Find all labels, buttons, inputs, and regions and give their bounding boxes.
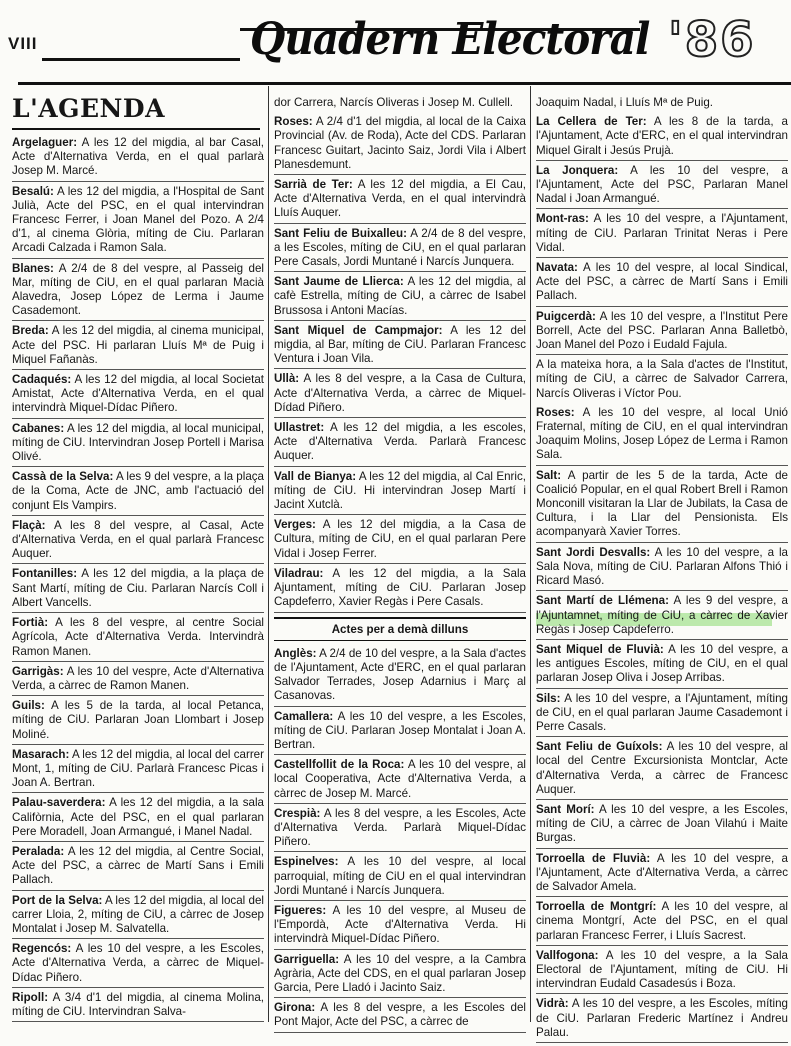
- entry-place: Sant Feliu de Buixalleu:: [274, 226, 407, 240]
- entry-place: Torroella de Montgrí:: [536, 900, 657, 914]
- agenda-entry: [274, 1001, 526, 1032]
- agenda-entry: [536, 469, 788, 543]
- entry-text: A les 10 del vespre, a les antigues Escoles, míting de CiU, en el qual parlaran Josep Oliva i Josep Arribas.: [536, 642, 788, 685]
- entry-place: Castellfollit de la Roca:: [274, 758, 405, 772]
- column-divider: [530, 86, 531, 1022]
- agenda-entry: [536, 852, 788, 898]
- agenda-entry: [536, 164, 788, 210]
- entry-text: A les 12 del migdia, a la sala Califòrnia, Acte del PSC, en el qual parlaran Pere Moradell, Joan Armangué, i Manel Nadal.: [12, 796, 264, 838]
- agenda-entry: [274, 275, 526, 321]
- entry-text: A les 10 del vespre, a l'Ajuntament, Acte del PSC, Parlaran Manel Nadal i Joan Armangué.: [536, 163, 789, 206]
- masthead-rule: [18, 82, 791, 85]
- agenda-entry: [12, 262, 264, 322]
- agenda-column-1: [12, 136, 264, 1025]
- agenda-entry: [12, 616, 264, 662]
- masthead-year: '86: [668, 12, 756, 68]
- entry-text: A les 10 del vespre, a la Sala Electoral de l'Ajuntament, míting de CiU. Hi intervindran Eudald Casadesús i Boza.: [536, 948, 788, 991]
- agenda-entry: [12, 894, 264, 940]
- entry-text: A les 10 del vespre, al local Sindical, Acte del PSC, a càrrec de Martí Sans i Emili Pallach.: [536, 261, 788, 303]
- agenda-column-3: [536, 96, 788, 1046]
- entry-text: A les 12 del migdia, al cinema municipal, Acte del PSC. Hi parlaran Lluís Mª de Puig i Miquel Fañanàs.: [12, 324, 264, 366]
- entry-text: A les 8 del vespre, a les Escoles del Pont Major, Acte del PSC, a càrrec de: [274, 1001, 526, 1029]
- entry-place: Crespià:: [274, 806, 321, 820]
- entry-place: Sant Martí de Llémena:: [536, 594, 669, 608]
- entry-text: A les 10 del vespre, Acte d'Alternativa Verda, a càrrec de Ramon Manen.: [12, 664, 264, 692]
- entry-place: Sant Miquel de Campmajor:: [274, 323, 443, 337]
- entry-text: A 3/4 d'1 del migdia, al cinema Molina, míting de CiU. Intervindran Salva-: [12, 990, 264, 1018]
- entry-place: Navata:: [536, 261, 578, 275]
- entry-text: Joaquim Nadal, i Lluís Mª de Puig.: [536, 96, 713, 109]
- entry-place: La Jonquera:: [536, 163, 619, 177]
- entry-text: A les 10 del vespre, a la Sala Nova, míting de CiU. Parlaran Alfons Thió i Ricard Masó.: [536, 545, 789, 588]
- entry-text: A les 10 del vespre, al local parroquial, míting de CiU en el qual intervindran Jordi Muntané i Narcís Junquera.: [274, 855, 526, 897]
- entry-text: A les 12 del migdia, a la plaça de Sant Martí, míting de Ciu. Parlaran Narcís Coll i Albert Vancells.: [12, 567, 264, 609]
- agenda-entry: [12, 991, 264, 1022]
- entry-text: A les 12 del migdia, a la Sala Ajuntament, míting de CiU. Parlaran Josep Capdeferro, Xavier Regàs i Pere Casals.: [274, 566, 526, 609]
- agenda-entry: [274, 372, 526, 418]
- agenda-entry: [536, 740, 788, 800]
- entry-place: Argelaguer:: [12, 136, 78, 149]
- entry-text: A les 12 del migdia, a la Casa de Cultura, míting de CiU, en el qual parlaran Pere Vidal i Josep Ferrer.: [274, 518, 526, 560]
- entry-place: Vallfogona:: [536, 948, 599, 962]
- agenda-entry: [12, 324, 264, 370]
- agenda-title-rule: [12, 128, 260, 130]
- entry-place: Blanes:: [12, 261, 54, 275]
- entry-text: A les 10 del vespre, a les Escoles, Acte d'Alternativa Verda, a càrrec de Miquel-Dídac Piñero.: [12, 942, 264, 984]
- entry-place: Fontanilles:: [12, 567, 78, 581]
- entry-text: A les 12 del migdia, a l'Hospital de Sant Julià, Acte del PSC, en el qual intervindran Francesc Ferrer, i Joan Manel del Pozo. A 2/4 d'1, al cinema Glòria, míting de Ciu. Parlaran Arcadi Calzada i Ramon Sala.: [12, 184, 264, 255]
- entry-text: A 2/4 de 10 del vespre, a la Sala d'actes de l'Ajuntament, Acte d'ERC, en el qual parlaran Salvador Terrades, Josep Adarnius i Març al Casanovas.: [274, 646, 526, 703]
- entry-place: Regencós:: [12, 942, 72, 956]
- entry-place: Cadaqués:: [12, 373, 72, 387]
- agenda-entry: [274, 904, 526, 950]
- agenda-entry: [274, 567, 526, 613]
- agenda-entry: [12, 748, 264, 794]
- agenda-entry: [274, 758, 526, 804]
- agenda-entry: [12, 845, 264, 891]
- agenda-entry: [274, 324, 526, 370]
- agenda-entry: [274, 178, 526, 224]
- entry-place: Viladrau:: [274, 566, 324, 580]
- entry-text: A les 10 del vespre, a les Escoles, míting de CiU, a càrrec de Joan Vilahú i Maite Burgas.: [536, 802, 788, 845]
- agenda-entry: [536, 212, 788, 258]
- entry-text: A partir de les 5 de la tarda, Acte de Coalició Popular, en el qual Robert Brell i Ramon Monconill visitaran la Llar de Jubilats, la Casa de Cultura, i la Llar del Pensionista. Els acompanyarà Xavier Torres.: [536, 468, 788, 539]
- entry-text: A les 10 del vespre, a l'Institut Pere Borrell, Acte del PSC. Parlaran Anna Balletbò, Joan Manel del Pozo i Eudald Fajula.: [536, 309, 788, 352]
- agenda-entry: [274, 470, 526, 516]
- entry-text: A les 12 del migdia, al local del carrer Lloia, 2, míting de CiU, a càrrec de Josep Montalat i Josep M. Salvatella.: [12, 893, 264, 935]
- agenda-entry: [12, 373, 264, 419]
- entry-place: Breda:: [12, 324, 49, 338]
- entry-text: A les 10 del vespre, a la Cambra Agrària, Acte del CDS, en el qual parlaran Josep Garcia, Pere Lladó i Jacinto Saiz.: [274, 952, 526, 994]
- entry-text: A les 8 del vespre, al Casal, Acte d'Alternativa Verda, en el qual parlarà Francesc Auquer.: [12, 518, 264, 561]
- entry-text: A les 9 del vespre, a la plaça de la Coma, Acte de JNC, amb l'actuació del conjunt Els Vampirs.: [12, 470, 265, 512]
- entry-text: A les 10 del vespre, a l'Ajuntament, Acte d'Alternativa Verda, a càrrec de Salvador Amela.: [536, 851, 788, 893]
- agenda-entry: [274, 227, 526, 273]
- agenda-entry: [536, 594, 788, 640]
- entry-text: A les 12 del migdia, al local municipal, míting de CiU. Intervindran Josep Portell i Marisa Olivé.: [12, 421, 264, 464]
- entry-text: A les 10 del vespre, a les Escoles, míting de CiU. Parlaran Frederic Martínez i Andreu Palau.: [536, 997, 788, 1039]
- agenda-entry: [12, 699, 264, 745]
- entry-place: Sant Morí:: [536, 802, 595, 816]
- entry-place: Sant Miquel de Fluvià:: [536, 642, 664, 656]
- entry-place: Vall de Bianya:: [274, 469, 357, 483]
- entry-place: Sant Feliu de Guíxols:: [536, 740, 663, 754]
- entry-place: La Cellera de Ter:: [536, 115, 647, 129]
- entry-place: Camallera:: [274, 709, 334, 723]
- entry-text: A les 12 del migdia, al bar Casal, Acte d'Alternativa Verda, en el qual parlarà Josep M. Marcé.: [12, 136, 264, 178]
- entry-place: Anglès:: [274, 646, 317, 660]
- entry-place: Salt:: [536, 468, 562, 482]
- entry-text: A les 10 del vespre, a l'Ajuntament, míting de CiU, en el qual parlaran Jaume Casademont i Perre Casals.: [536, 691, 788, 733]
- agenda-entry: [274, 421, 526, 467]
- entry-text: A les 10 del vespre, al cinema Montgrí, Acte del PSC, en el qual parlaran Francesc Ferrer, i Lluís Sacrest.: [536, 900, 789, 942]
- entry-text: A les 8 del vespre, al centre Social Agrícola, Acte d'Alternativa Verda. Intervindrà Ramon Manen.: [12, 616, 264, 658]
- agenda-entry: [274, 518, 526, 564]
- entry-place: Sils:: [536, 691, 561, 705]
- entry-place: Puigcerdà:: [536, 309, 596, 323]
- entry-text: A 2/4 de 8 del vespre, al Passeig del Mar, míting de CiU, en el qual parlaran Macià Alavedra, Josep López de Lerma i Jaume Casademont.: [12, 261, 264, 318]
- entry-place: Mont-ras:: [536, 212, 589, 226]
- agenda-entry: [274, 953, 526, 999]
- agenda-entry: [274, 647, 526, 707]
- entry-place: Ullastret:: [274, 421, 325, 435]
- entry-text: A les 12 del migdia, a El Cau, Acte d'Alternativa Verda, en el qual intervindrà Lluís Auquer.: [274, 178, 526, 220]
- agenda-entry: [274, 807, 526, 853]
- entry-text: A les 12 del migdia, al Centre Social, Acte del PSC, a càrrec de Martí Sans i Emili Pallach.: [12, 844, 264, 887]
- entry-text: A les 10 del vespre, a les Escoles, míting de CiU. Parlaran Josep Montalat i Joan A. Bertran.: [274, 709, 526, 751]
- entry-place: Port de la Selva:: [12, 893, 103, 907]
- entry-place: Figueres:: [274, 903, 327, 917]
- entry-place: Sant Jordi Desvalls:: [536, 545, 651, 559]
- entry-place: Masarach:: [12, 747, 70, 761]
- entry-place: Sarrià de Ter:: [274, 178, 353, 192]
- entry-text: A les 10 del vespre, al local Unió Fraternal, míting de CiU, en el qual intervindran Joaquim Molins, Josep López de Lerma i Ramon Sala.: [536, 405, 788, 462]
- page-number: VIII: [8, 34, 38, 53]
- agenda-entry: [536, 115, 788, 161]
- agenda-entry: [274, 710, 526, 756]
- entry-text: A 2/4 d'1 del migdia, al local de la Caixa Provincial (Av. de Roda), Acte del CDS. Parlaran Francesc Guitart, Jacinto Saiz, Jordi Vila i Albert Planesdemunt.: [274, 115, 526, 171]
- entry-text: A les 10 del vespre, al local Cooperativa, Acte d'Alternativa Verda, a càrrec de Josep M. Marcé.: [274, 758, 526, 800]
- entry-text: A les 8 del vespre, a les Escoles, Acte d'Alternativa Verda. Parlarà Miquel-Dídac Piñero.: [274, 806, 526, 849]
- agenda-entry: [274, 96, 526, 112]
- entry-text: A les 8 del vespre, a la Casa de Cultura, Acte d'Alternativa Verda, a càrrec de Miquel-Dídad Piñero.: [274, 372, 526, 414]
- agenda-title: L'AGENDA: [12, 94, 165, 123]
- entry-place: Fortià:: [12, 616, 49, 630]
- entry-place: Roses:: [536, 405, 575, 419]
- entry-place: Verges:: [274, 518, 316, 532]
- agenda-entry: [536, 803, 788, 849]
- entry-text: A les 10 del vespre, al Museu de l'Empordà, Acte d'Alternativa Verda. Hi intervindrà Miquel-Dídac Piñero.: [274, 903, 526, 946]
- agenda-entry: [536, 96, 788, 112]
- agenda-entry: [12, 665, 264, 696]
- entry-place: Besalú:: [12, 184, 54, 198]
- agenda-entry: [536, 643, 788, 689]
- agenda-column-2: [274, 96, 526, 1036]
- entry-text: A les 12 del migdia, al Bar, míting de CiU. Parlaran Francesc Ventura i Joan Vila.: [274, 323, 527, 366]
- agenda-entry: [12, 567, 264, 613]
- entry-text: A les 12 del migdia, al local del carrer Mont, 1, míting de CiU. Parlarà Francesc Picas i Joan A. Bertran.: [12, 747, 264, 790]
- entry-place: Peralada:: [12, 844, 65, 858]
- masthead-title: Quadern Electoral: [250, 14, 650, 65]
- agenda-entry: [12, 519, 264, 565]
- entry-text: A la mateixa hora, a la Sala d'actes de l'Institut, míting de CiU, a càrrec de Salvador Carrera, Narcís Oliveras i Víctor Pou.: [536, 358, 788, 400]
- entry-text: A les 10 del vespre, al local del Centre Excursionista Montclar, Acte d'Alternativa Verda, a càrrec de Francesc Auquer.: [536, 740, 788, 796]
- agenda-entry: [12, 185, 264, 259]
- entry-place: Ullà:: [274, 372, 300, 386]
- entry-place: Ripoll:: [12, 990, 49, 1004]
- agenda-entry: [536, 310, 788, 356]
- agenda-entry: [274, 115, 526, 175]
- entry-text: dor Carrera, Narcís Oliveras i Josep M. Cullell.: [274, 96, 514, 109]
- entry-place: Garriguella:: [274, 952, 340, 966]
- agenda-entry: [12, 136, 264, 182]
- entry-text: A les 12 del migdia, al cafè Estrella, míting de CiU, a càrrec de Isabel Brussosa i Antoni Macías.: [274, 275, 526, 317]
- agenda-entry: [12, 796, 264, 842]
- agenda-list-today: [274, 96, 526, 613]
- entry-place: Cassà de la Selva:: [12, 470, 114, 484]
- entry-place: Cabanes:: [12, 421, 65, 435]
- agenda-entry: [536, 358, 788, 403]
- entry-place: Palau-saverdera:: [12, 796, 106, 810]
- agenda-entry: [12, 942, 264, 988]
- entry-text: A les 12 del migdia, a les escoles, Acte d'Alternativa Verda. Parlarà Francesc Auquer.: [274, 421, 526, 463]
- section-heading: Actes per a demà dilluns: [274, 617, 526, 641]
- entry-text: A les 5 de la tarda, al local Petanca, míting de CiU. Parlaran Joan Llombart i Josep Moliné.: [12, 699, 264, 741]
- entry-place: Roses:: [274, 115, 313, 129]
- entry-place: Sant Jaume de Llierca:: [274, 275, 404, 289]
- agenda-entry: [536, 997, 788, 1043]
- agenda-entry: [536, 692, 788, 738]
- entry-place: Torroella de Fluvià:: [536, 851, 651, 865]
- entry-place: Girona:: [274, 1001, 316, 1015]
- agenda-entry: [536, 261, 788, 307]
- agenda-entry: [274, 855, 526, 901]
- agenda-entry: [12, 470, 264, 516]
- entry-text: A les 9 del vespre, a l'Ajuntamnet, míting de CiU, a càrrec de Xavier Regàs i Josep Capdeferro.: [536, 594, 788, 636]
- entry-place: Espinelves:: [274, 855, 339, 869]
- column-divider: [268, 86, 269, 1022]
- entry-place: Guils:: [12, 699, 45, 713]
- entry-text: A les 10 del vespre, a l'Ajuntament, míting de CiU. Parlaran Trinitat Neras i Pere Vidal.: [536, 212, 788, 254]
- entry-place: Garrigàs:: [12, 664, 64, 678]
- agenda-entry: [536, 900, 788, 946]
- entry-text: A les 12 del migdia, al Cal Enric, míting de CiU. Hi intervindran Josep Martí i Jacint Xutclà.: [274, 469, 526, 512]
- agenda-entry: [536, 546, 788, 592]
- agenda-entry: [536, 406, 788, 466]
- entry-text: A les 12 del migdia, al local Societat Amistat, Acte d'Alternativa Verda, en el qual intervindrà Miquel-Dídac Piñero.: [12, 373, 264, 415]
- agenda-entry: [12, 422, 264, 468]
- entry-place: Vidrà:: [536, 997, 569, 1011]
- agenda-list-tomorrow: [274, 647, 526, 1033]
- agenda-entry: [536, 949, 788, 995]
- masthead-rule: [42, 58, 240, 61]
- entry-text: A les 8 de la tarda, a l'Ajuntament, Acte d'ERC, en el qual intervindran Miquel Giralt i Jesús Prujà.: [536, 115, 788, 157]
- entry-text: A 2/4 de 8 del vespre, a les Escoles, míting de CiU, en el qual parlaran Pere Casals, Jordi Muntané i Narcís Junquera.: [274, 226, 526, 269]
- entry-place: Flaçà:: [12, 518, 46, 532]
